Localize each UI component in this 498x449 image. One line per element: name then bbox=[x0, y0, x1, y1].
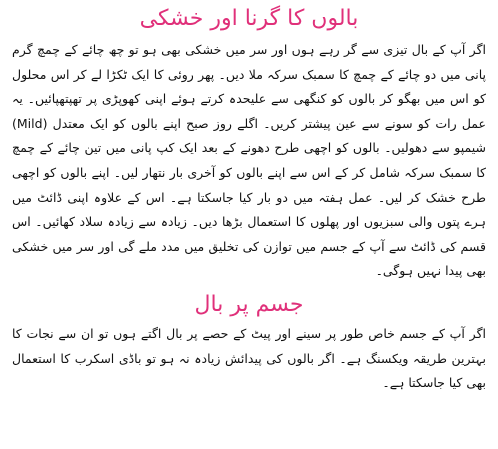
heading-hair-fall-dandruff: بالوں کا گرنا اور خشکی bbox=[139, 6, 359, 31]
paragraph-hair-fall-dandruff: اگر آپ کے بال تیزی سے گر رہے ہوں اور سر میں خشکی بھی ہو تو چھ چائے کے چمچ گرم پانی میں دو چائے کے چمچ کا سمبک سرکہ ملا دیں۔ پھر روئی کا ایک ٹکڑا لے کر اس محلول کو اس میں بھگو کر بالوں کو کنگھی سے علیحدہ کرتے ہوئے اپنی کھوپڑی پر تھپتھپائیں۔ یہ عمل رات کو سونے سے عین پیشتر کریں۔ اگلے روز صبح اپنے بالوں کو ایک معتدل (Mild) شیمپو سے دھولیں۔ بالوں کو اچھی طرح دھونے کے بعد ایک کپ پانی میں تین چائے کے چمچ کا سمبک سرکہ شامل کر کے اس سے اپنے بالوں کو آخری بار نتھار لیں۔ اپنے بالوں کو اچھی طرح خشک کر لیں۔ عمل ہفتہ میں دو بار کیا جاسکتا ہے۔ اس کے علاوہ اپنی ڈائٹ میں ہرے پتوں والی سبزیوں اور پھلوں کا استعمال بڑھا دیں۔ زیادہ سے زیادہ سلاد کھائیں۔ اس قسم کی ڈائٹ سے آپ کے جسم میں توازن کی تخلیق میں مدد ملے گی اور سر میں خشکی بھی پیدا نہیں ہوگی۔ bbox=[12, 42, 486, 279]
heading-body-hair: جسم پر بال bbox=[194, 291, 304, 317]
paragraph-body-hair: اگر آپ کے جسم خاص طور پر سینے اور پیٹ کے حصے پر بال اگتے ہوں تو ان سے نجات کا بہترین طریقہ ویکسنگ ہے۔ اگر بالوں کی پیدائش زیادہ نہ ہو تو باڈی اسکرب کا استعمال بھی کیا جاسکتا ہے۔ bbox=[12, 325, 486, 391]
